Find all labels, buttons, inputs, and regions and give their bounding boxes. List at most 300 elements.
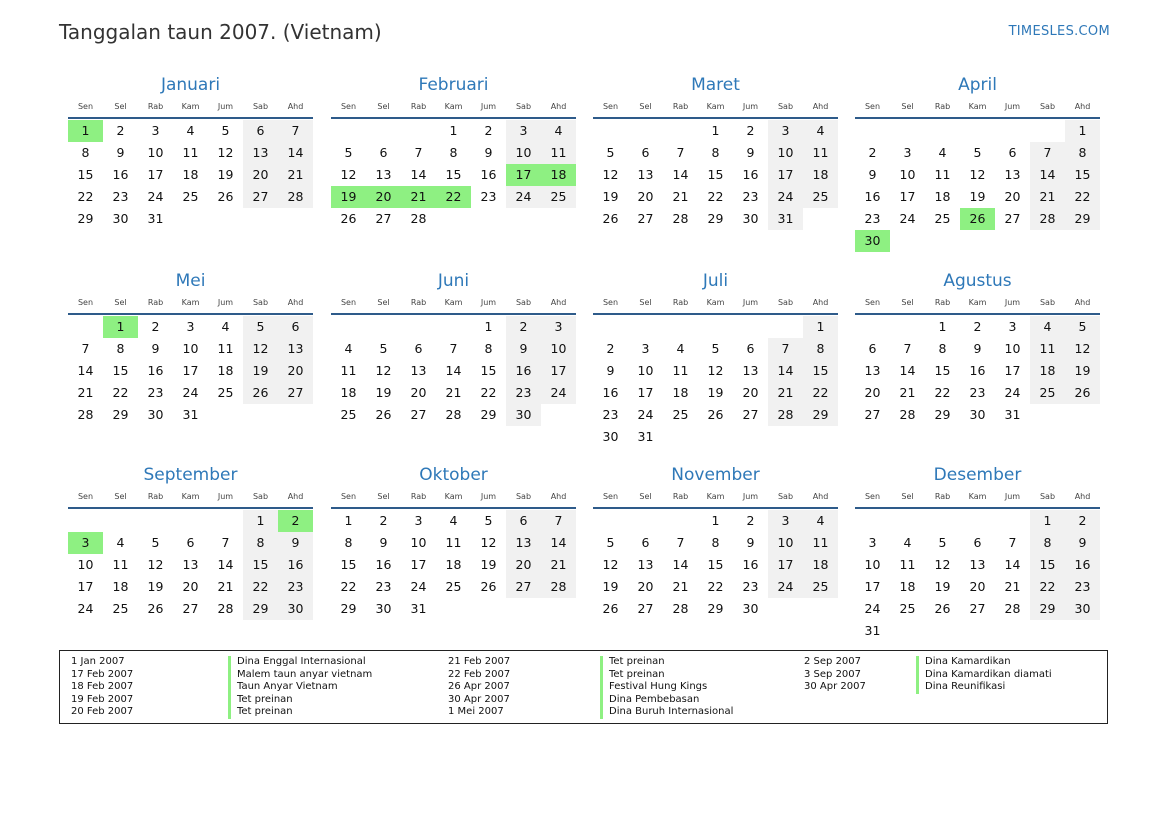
weekday-label: Sab [252, 298, 269, 307]
day-cell: 17 [182, 363, 199, 378]
day-cell: 25 [803, 576, 838, 598]
day-cell: 12 [969, 167, 986, 182]
day-cell: 12 [1065, 338, 1100, 360]
weekday-label: Ahd [1074, 102, 1091, 111]
day-cell: 12 [147, 557, 164, 572]
day-cell: 14 [278, 142, 313, 164]
day-cell: 5 [484, 513, 493, 528]
day-cell: 28 [672, 601, 689, 616]
month-name: Mei [175, 271, 206, 291]
holiday-day-cell: 20 [366, 186, 401, 208]
weekday-label: Sen [77, 298, 94, 307]
holiday-day-cell: 26 [960, 208, 995, 230]
day-cell: 13 [243, 142, 278, 164]
day-cell: 8 [1065, 142, 1100, 164]
weekday-header [855, 489, 1100, 507]
empty-cell [593, 510, 628, 532]
month-desember [855, 464, 1100, 642]
weekday-label: Sel [114, 492, 127, 501]
weekday-label: Sel [114, 298, 127, 307]
weekday-header [593, 295, 838, 313]
day-cell: 9 [506, 338, 541, 360]
day-cell: 22 [1030, 576, 1065, 598]
weekday-label: Rab [147, 492, 164, 501]
holiday-day-cell: 22 [436, 186, 471, 208]
brand-link[interactable]: TIMESLES.COM [1008, 24, 1110, 39]
day-cell: 4 [676, 341, 685, 356]
weekday-header [68, 295, 313, 313]
day-cell: 12 [340, 167, 357, 182]
weekday-label: Sen [602, 102, 619, 111]
weekday-label: Rab [934, 492, 951, 501]
day-cell: 8 [243, 532, 278, 554]
weekday-label: Ahd [287, 298, 304, 307]
day-cell: 27 [278, 382, 313, 404]
day-cell: 2 [151, 319, 160, 334]
weekday-header [331, 99, 576, 117]
day-cell: 4 [803, 510, 838, 532]
weekday-label: Sel [377, 298, 390, 307]
day-cell: 26 [340, 211, 357, 226]
weekday-header [68, 99, 313, 117]
day-cell: 13 [864, 363, 881, 378]
day-cell: 8 [803, 338, 838, 360]
day-cell: 26 [707, 407, 724, 422]
weekday-label: Kam [444, 102, 463, 111]
weekday-label: Ahd [812, 492, 829, 501]
legend-holiday-name: Tet preinan [600, 669, 665, 682]
day-cell: 27 [969, 601, 986, 616]
weekday-label: Sab [777, 298, 794, 307]
day-cell: 28 [768, 404, 803, 426]
day-cell: 1 [484, 319, 493, 334]
legend-date: 21 Feb 2007 [448, 656, 511, 667]
day-cell: 27 [742, 407, 759, 422]
day-cell: 10 [1004, 341, 1021, 356]
day-cell: 11 [445, 535, 462, 550]
day-cell: 7 [676, 145, 685, 160]
day-cell: 7 [449, 341, 458, 356]
day-cell: 30 [742, 211, 759, 226]
day-cell: 20 [506, 554, 541, 576]
day-cell: 27 [506, 576, 541, 598]
day-cell: 22 [77, 189, 94, 204]
day-cell: 14 [672, 557, 689, 572]
day-cell: 10 [864, 557, 881, 572]
day-cell: 23 [1065, 576, 1100, 598]
day-cell: 27 [864, 407, 881, 422]
legend-holiday-name: Dina Buruh Internasional [600, 706, 733, 719]
day-cell: 27 [410, 407, 427, 422]
day-cell: 21 [278, 164, 313, 186]
holiday-day-cell: 19 [331, 186, 366, 208]
day-cell: 6 [506, 510, 541, 532]
day-cell: 11 [182, 145, 199, 160]
day-cell: 11 [1030, 338, 1065, 360]
day-cell: 12 [602, 167, 619, 182]
weekday-label: Ahd [550, 298, 567, 307]
weekday-label: Kam [444, 492, 463, 501]
day-cell: 8 [938, 341, 947, 356]
day-cell: 3 [641, 341, 650, 356]
day-cell: 29 [803, 404, 838, 426]
month-september [68, 464, 313, 620]
day-cell: 4 [903, 535, 912, 550]
day-cell: 23 [112, 189, 129, 204]
weekday-label: Sen [864, 102, 881, 111]
day-cell: 30 [375, 601, 392, 616]
weekday-label: Ahd [550, 492, 567, 501]
day-cell: 3 [768, 120, 803, 142]
day-cell: 17 [77, 579, 94, 594]
day-cell: 22 [340, 579, 357, 594]
day-cell: 5 [1065, 316, 1100, 338]
day-cell: 6 [746, 341, 755, 356]
weekday-label: Jum [480, 102, 497, 111]
weekday-label: Ahd [1074, 298, 1091, 307]
weekday-label: Kam [181, 492, 200, 501]
day-cell: 6 [1008, 145, 1017, 160]
weekday-label: Sen [602, 298, 619, 307]
day-cell: 3 [1008, 319, 1017, 334]
day-cell: 28 [541, 576, 576, 598]
day-cell: 29 [707, 601, 724, 616]
legend-date: 3 Sep 2007 [804, 668, 862, 680]
day-cell: 15 [340, 557, 357, 572]
day-cell: 25 [182, 189, 199, 204]
day-cell: 25 [803, 186, 838, 208]
empty-cell [995, 120, 1030, 142]
day-cell: 5 [221, 123, 230, 138]
day-cell: 19 [243, 360, 278, 382]
day-cell: 6 [186, 535, 195, 550]
weekday-label: Sab [777, 102, 794, 111]
day-cell: 20 [410, 385, 427, 400]
day-grid [593, 316, 838, 448]
day-cell: 6 [379, 145, 388, 160]
empty-cell [401, 316, 436, 338]
day-cell: 17 [147, 167, 164, 182]
day-cell: 21 [445, 385, 462, 400]
holiday-day-cell: 21 [401, 186, 436, 208]
empty-cell [925, 510, 960, 532]
weekday-label: Sab [515, 298, 532, 307]
day-cell: 16 [864, 189, 881, 204]
weekday-label: Jum [1004, 492, 1021, 501]
weekday-label: Kam [706, 298, 725, 307]
day-cell: 17 [1004, 363, 1021, 378]
day-cell: 26 [1065, 382, 1100, 404]
day-cell: 18 [803, 554, 838, 576]
day-cell: 10 [77, 557, 94, 572]
empty-cell [68, 316, 103, 338]
day-cell: 2 [973, 319, 982, 334]
day-cell: 23 [375, 579, 392, 594]
day-cell: 14 [77, 363, 94, 378]
day-cell: 18 [1030, 360, 1065, 382]
day-cell: 2 [116, 123, 125, 138]
day-cell: 5 [711, 341, 720, 356]
legend-date: 30 Apr 2007 [448, 693, 510, 705]
empty-cell [733, 316, 768, 338]
empty-cell [366, 316, 401, 338]
day-cell: 15 [803, 360, 838, 382]
day-cell: 14 [768, 360, 803, 382]
day-grid [593, 120, 838, 230]
empty-cell [138, 510, 173, 532]
empty-cell [628, 316, 663, 338]
day-cell: 19 [602, 189, 619, 204]
day-cell: 13 [375, 167, 392, 182]
day-cell: 27 [637, 211, 654, 226]
weekday-label: Kam [968, 492, 987, 501]
day-cell: 2 [484, 123, 493, 138]
day-cell: 16 [480, 167, 497, 182]
day-cell: 9 [484, 145, 493, 160]
day-grid [855, 510, 1100, 642]
day-cell: 2 [746, 123, 755, 138]
empty-cell [663, 510, 698, 532]
weekday-label: Ahd [1074, 492, 1091, 501]
day-cell: 25 [112, 601, 129, 616]
legend-holiday-name: Taun Anyar Vietnam [228, 681, 338, 694]
header-rule [331, 313, 576, 315]
day-cell: 15 [445, 167, 462, 182]
day-cell: 29 [1065, 208, 1100, 230]
page-title: Tanggalan taun 2007. (Vietnam) [59, 20, 382, 44]
weekday-label: Sel [377, 492, 390, 501]
day-cell: 1 [1030, 510, 1065, 532]
day-cell: 29 [480, 407, 497, 422]
weekday-label: Kam [968, 102, 987, 111]
weekday-label: Sab [252, 492, 269, 501]
day-cell: 5 [606, 145, 615, 160]
day-cell: 19 [480, 557, 497, 572]
day-cell: 23 [147, 385, 164, 400]
weekday-label: Rab [410, 298, 427, 307]
weekday-label: Sen [864, 492, 881, 501]
day-cell: 16 [375, 557, 392, 572]
day-cell: 1 [1065, 120, 1100, 142]
day-cell: 9 [151, 341, 160, 356]
header-rule [68, 507, 313, 509]
day-cell: 8 [711, 145, 720, 160]
legend-date: 20 Feb 2007 [71, 706, 134, 718]
day-cell: 14 [410, 167, 427, 182]
holiday-day-cell: 1 [103, 316, 138, 338]
month-november [593, 464, 838, 620]
day-cell: 30 [1065, 598, 1100, 620]
day-cell: 1 [711, 123, 720, 138]
day-cell: 8 [1030, 532, 1065, 554]
month-name: Juni [437, 271, 470, 291]
day-cell: 22 [707, 579, 724, 594]
day-cell: 30 [278, 598, 313, 620]
weekday-label: Ahd [812, 102, 829, 111]
weekday-label: Sel [639, 298, 652, 307]
day-cell: 24 [506, 186, 541, 208]
day-cell: 6 [973, 535, 982, 550]
day-cell: 7 [81, 341, 90, 356]
day-cell: 6 [868, 341, 877, 356]
day-cell: 23 [742, 189, 759, 204]
day-cell: 12 [375, 363, 392, 378]
day-cell: 29 [112, 407, 129, 422]
day-cell: 31 [147, 211, 164, 226]
day-cell: 26 [147, 601, 164, 616]
day-cell: 14 [445, 363, 462, 378]
day-cell: 16 [969, 363, 986, 378]
weekday-label: Jum [742, 492, 759, 501]
day-cell: 18 [112, 579, 129, 594]
day-cell: 12 [243, 338, 278, 360]
day-cell: 4 [541, 120, 576, 142]
empty-cell [855, 316, 890, 338]
weekday-label: Jum [1004, 298, 1021, 307]
weekday-label: Sel [901, 492, 914, 501]
day-cell: 28 [1030, 208, 1065, 230]
day-grid [68, 120, 313, 230]
day-grid [593, 510, 838, 620]
day-cell: 17 [864, 579, 881, 594]
day-cell: 24 [864, 601, 881, 616]
legend-date: 18 Feb 2007 [71, 681, 134, 693]
day-grid [68, 510, 313, 620]
day-cell: 30 [506, 404, 541, 426]
day-cell: 20 [864, 385, 881, 400]
empty-cell [890, 510, 925, 532]
day-cell: 7 [1008, 535, 1017, 550]
day-cell: 20 [278, 360, 313, 382]
weekday-label: Sel [639, 102, 652, 111]
weekday-label: Sel [114, 102, 127, 111]
day-cell: 27 [637, 601, 654, 616]
weekday-label: Sab [1039, 102, 1056, 111]
day-cell: 23 [278, 576, 313, 598]
day-cell: 21 [77, 385, 94, 400]
month-januari [68, 74, 313, 230]
weekday-header [855, 295, 1100, 313]
weekday-label: Ahd [550, 102, 567, 111]
day-cell: 24 [77, 601, 94, 616]
day-cell: 19 [707, 385, 724, 400]
day-cell: 26 [375, 407, 392, 422]
day-cell: 9 [278, 532, 313, 554]
month-name: Maret [691, 75, 740, 95]
holiday-day-cell: 3 [68, 532, 103, 554]
weekday-label: Sab [252, 102, 269, 111]
weekday-label: Sel [377, 102, 390, 111]
day-cell: 23 [480, 189, 497, 204]
weekday-label: Sel [901, 298, 914, 307]
day-cell: 21 [672, 189, 689, 204]
day-cell: 13 [969, 557, 986, 572]
weekday-label: Sab [515, 492, 532, 501]
day-cell: 12 [934, 557, 951, 572]
day-cell: 16 [506, 360, 541, 382]
legend-holiday-name: Malem taun anyar vietnam [228, 669, 372, 682]
day-cell: 14 [217, 557, 234, 572]
day-cell: 5 [606, 535, 615, 550]
header-rule [331, 117, 576, 119]
day-cell: 6 [243, 120, 278, 142]
day-cell: 11 [672, 363, 689, 378]
day-cell: 13 [637, 167, 654, 182]
day-cell: 6 [278, 316, 313, 338]
day-cell: 20 [243, 164, 278, 186]
day-cell: 4 [116, 535, 125, 550]
empty-cell [1030, 120, 1065, 142]
empty-cell [663, 316, 698, 338]
weekday-label: Jum [742, 102, 759, 111]
month-name: Januari [160, 75, 221, 95]
month-name: September [143, 465, 238, 485]
holiday-day-cell: 17 [506, 164, 541, 186]
day-cell: 3 [506, 120, 541, 142]
day-cell: 25 [672, 407, 689, 422]
day-cell: 24 [541, 382, 576, 404]
day-cell: 5 [379, 341, 388, 356]
day-cell: 23 [602, 407, 619, 422]
day-cell: 8 [116, 341, 125, 356]
day-cell: 18 [672, 385, 689, 400]
day-grid [68, 316, 313, 426]
day-cell: 18 [899, 579, 916, 594]
day-cell: 4 [1030, 316, 1065, 338]
empty-cell [890, 120, 925, 142]
day-cell: 24 [1004, 385, 1021, 400]
day-cell: 2 [868, 145, 877, 160]
empty-cell [855, 120, 890, 142]
day-cell: 24 [147, 189, 164, 204]
day-cell: 2 [606, 341, 615, 356]
day-cell: 17 [899, 189, 916, 204]
day-cell: 28 [1004, 601, 1021, 616]
weekday-label: Sab [1039, 298, 1056, 307]
header-rule [855, 313, 1100, 315]
weekday-label: Rab [934, 102, 951, 111]
weekday-label: Ahd [812, 298, 829, 307]
day-cell: 22 [243, 576, 278, 598]
day-cell: 9 [973, 341, 982, 356]
day-cell: 8 [344, 535, 353, 550]
day-cell: 25 [1030, 382, 1065, 404]
day-cell: 3 [541, 316, 576, 338]
day-cell: 8 [711, 535, 720, 550]
day-cell: 8 [81, 145, 90, 160]
day-cell: 9 [746, 145, 755, 160]
day-cell: 20 [969, 579, 986, 594]
day-grid [331, 120, 576, 230]
month-oktober [331, 464, 576, 620]
empty-cell [68, 510, 103, 532]
day-cell: 14 [541, 532, 576, 554]
day-cell: 25 [340, 407, 357, 422]
day-cell: 31 [182, 407, 199, 422]
day-cell: 15 [480, 363, 497, 378]
weekday-label: Jum [217, 298, 234, 307]
day-cell: 10 [899, 167, 916, 182]
weekday-label: Kam [706, 102, 725, 111]
day-cell: 11 [803, 142, 838, 164]
day-cell: 29 [1030, 598, 1065, 620]
day-cell: 18 [934, 189, 951, 204]
day-cell: 24 [899, 211, 916, 226]
day-cell: 19 [934, 579, 951, 594]
month-name: Februari [418, 75, 489, 95]
day-cell: 13 [637, 557, 654, 572]
day-cell: 26 [480, 579, 497, 594]
